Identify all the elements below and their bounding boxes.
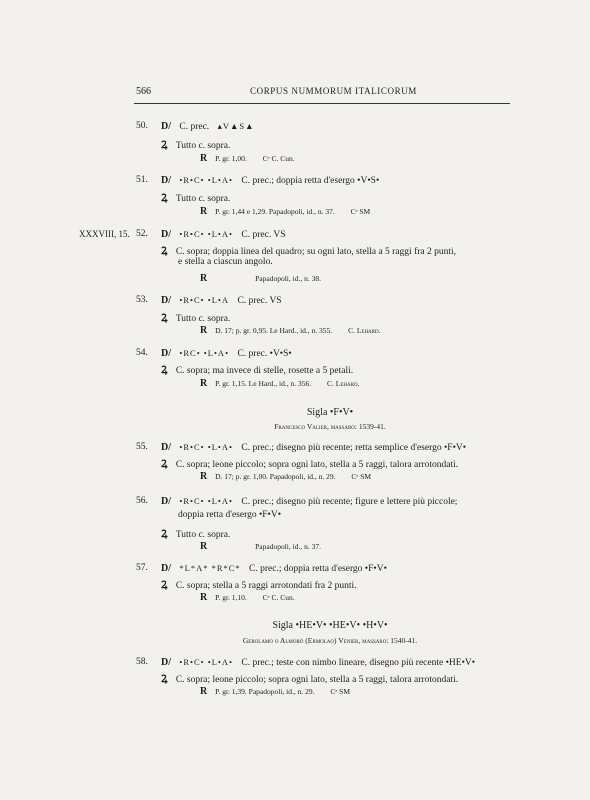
obverse-line (161, 229, 286, 240)
obverse-text: C. prec. •V•S• (237, 349, 292, 359)
obverse-symbol: D/ (161, 442, 171, 453)
reference-line (200, 206, 370, 217)
metal-symbol: R (200, 541, 208, 552)
reference-text: P. gr. 1,44 e 1,29. Papadopoli, id., n. 37. (215, 207, 335, 216)
reverse-symbol: Ꝝ (161, 365, 168, 376)
reference-line (200, 471, 371, 482)
reverse-text-continued: e stella a ciascun angolo. (178, 257, 273, 267)
obverse-symbol: D/ (161, 175, 171, 186)
metal-symbol: R (200, 325, 208, 336)
obverse-line (161, 175, 379, 186)
reverse-symbol: Ꝝ (161, 674, 168, 685)
obverse-legend: *L*A* *R*C* (179, 563, 241, 573)
running-head: CORPUS NUMMORUM ITALICORUM (250, 86, 417, 96)
reference-text: D. 17; p. gr. 1,00. Papadopoli, id., n. 29. (215, 472, 336, 481)
entry-number: 56. (136, 496, 148, 506)
section-heading: Sigla •HE•V• •HE•V• •H•V• (272, 620, 388, 631)
entry-number: 51. (136, 175, 148, 185)
metal-symbol: R (200, 273, 208, 284)
section-subheading: Francesco Valier, massaro: 1539-41. (274, 422, 386, 431)
reverse-text: Tutto c. sopra. (175, 194, 231, 204)
obverse-symbol: D/ (161, 121, 171, 132)
section-subheading: Gerolamo o Almorò (Ermolao) Venier, massaro: 1540-41. (242, 636, 418, 645)
reverse-symbol: Ꝝ (161, 459, 168, 470)
reverse-line (161, 526, 230, 540)
reverse-text: C. sopra; ma invece di stelle, rosette a 5 petali. (175, 366, 354, 376)
section-heading: Sigla •F•V• (306, 407, 354, 418)
obverse-symbol: D/ (161, 348, 171, 359)
collection-text: Cᵉ SM (350, 207, 371, 216)
obverse-legend: •R•C• •L•A (179, 295, 230, 305)
reference-text: P. gr. 1,15. Le Hard., id., n. 356. (215, 379, 312, 388)
obverse-line (161, 348, 292, 359)
entry-number: 58. (136, 657, 148, 667)
reference-line (200, 153, 295, 164)
obverse-legend: ▴V▲S▲ (217, 121, 255, 131)
obverse-legend: •R•C• •L•A• (179, 175, 234, 185)
reference-line (200, 325, 381, 336)
reference-line (200, 686, 350, 697)
reverse-line (161, 137, 230, 151)
obverse-text: C. prec. (179, 122, 210, 132)
entry-number: 52. (136, 229, 148, 239)
obverse-legend: •R•C• •L•A• (179, 657, 234, 667)
obverse-legend: •R•C• •L•A• (179, 229, 234, 239)
reverse-line (161, 456, 458, 470)
obverse-text: C. prec.; disegno più recente; figure e lettere più piccole; (241, 497, 458, 507)
entry-number: 57. (136, 563, 148, 573)
reference-line (200, 273, 321, 284)
metal-symbol: R (200, 378, 208, 389)
reverse-symbol: Ꝝ (161, 193, 168, 204)
obverse-legend: •R•C• •L•A• (179, 496, 234, 506)
metal-symbol: R (200, 592, 208, 603)
reference-text: P. gr. 1,39. Papadopoli, id., n. 29. (215, 687, 315, 696)
obverse-text-continued: doppia retta d'esergo •F•V• (178, 510, 282, 520)
reverse-text: Tutto c. sopra. (175, 141, 231, 151)
reverse-text: C. sopra; leone piccolo; sopra ogni lato, stella a 5 raggi, talora arrotondati. (175, 460, 459, 470)
reverse-text: C. sopra; leone piccolo; sopra ogni lato, stella a 5 raggi, talora arrotondati. (175, 675, 459, 685)
reference-text: Papadopoli, id., n. 37. (255, 542, 321, 551)
reverse-line (161, 577, 357, 591)
reference-text: D. 17; p. gr. 0,95. Le Hard., id., n. 355. (215, 326, 333, 335)
reference-line (200, 378, 359, 389)
entry-number: 53. (136, 295, 148, 305)
collection-text: C. Lehard. (348, 326, 381, 335)
obverse-symbol: D/ (161, 563, 171, 574)
obverse-symbol: D/ (161, 229, 171, 240)
obverse-line (161, 442, 466, 453)
reverse-text: Tutto c. sopra. (175, 314, 231, 324)
header-rule (134, 103, 510, 104)
reference-text: Papadopoli, id., n. 38. (255, 274, 321, 283)
reverse-symbol: Ꝝ (161, 580, 168, 591)
collection-text: Cᵉ C. Cun. (262, 154, 295, 163)
reverse-line (161, 310, 230, 324)
entry-number: 54. (136, 348, 148, 358)
collection-text: Cᵉ SM (351, 472, 372, 481)
reverse-text: C. sopra; stella a 5 raggi arrotondati fra 2 punti. (175, 581, 357, 591)
metal-symbol: R (200, 471, 208, 482)
collection-text: Cᵉ SM (330, 687, 351, 696)
obverse-legend: •R•C• •L•A• (179, 442, 234, 452)
reverse-text: Tutto c. sopra. (175, 530, 231, 540)
obverse-text: C. prec.; doppia retta d'esergo •F•V• (249, 564, 387, 574)
reverse-text: C. sopra; doppia linea del quadro; su ogni lato, stella a 5 raggi fra 2 punti, (175, 247, 457, 257)
reverse-symbol: Ꝝ (161, 140, 168, 151)
reference-line (200, 541, 321, 552)
page-number: 566 (136, 86, 151, 97)
obverse-line (161, 295, 282, 306)
reference-line (200, 592, 295, 603)
reverse-line (161, 190, 230, 204)
reverse-symbol: Ꝝ (161, 313, 168, 324)
reverse-line (161, 362, 353, 376)
collection-text: Cᵉ C. Cun. (262, 593, 295, 602)
metal-symbol: R (200, 686, 208, 697)
obverse-symbol: D/ (161, 496, 171, 507)
plate-reference: XXXVIII, 15. (79, 229, 130, 239)
entry-number: 50. (136, 121, 148, 131)
reference-text: P. gr. 1,00. (215, 154, 247, 163)
obverse-text: C. prec. VS (241, 230, 286, 240)
reverse-line (161, 671, 458, 685)
collection-text: C. Lehard. (327, 379, 360, 388)
reverse-line (161, 243, 456, 257)
reference-text: P. gr. 1,10. (215, 593, 247, 602)
metal-symbol: R (200, 206, 208, 217)
reverse-symbol: Ꝝ (161, 246, 168, 257)
obverse-text: C. prec.; teste con nimbo lineare, disegno più recente •HE•V• (241, 658, 476, 668)
obverse-symbol: D/ (161, 657, 171, 668)
obverse-line (161, 657, 475, 668)
obverse-text: C. prec.; disegno più recente; retta semplice d'esergo •F•V• (241, 443, 467, 453)
obverse-line (161, 563, 387, 574)
reverse-symbol: Ꝝ (161, 529, 168, 540)
obverse-line (161, 121, 255, 132)
metal-symbol: R (200, 153, 208, 164)
obverse-text: C. prec. VS (237, 296, 282, 306)
obverse-line (161, 496, 457, 507)
obverse-symbol: D/ (161, 295, 171, 306)
entry-number: 55. (136, 442, 148, 452)
obverse-text: C. prec.; doppia retta d'esergo •V•S• (241, 176, 380, 186)
obverse-legend: •RC• •L•A• (179, 348, 230, 358)
